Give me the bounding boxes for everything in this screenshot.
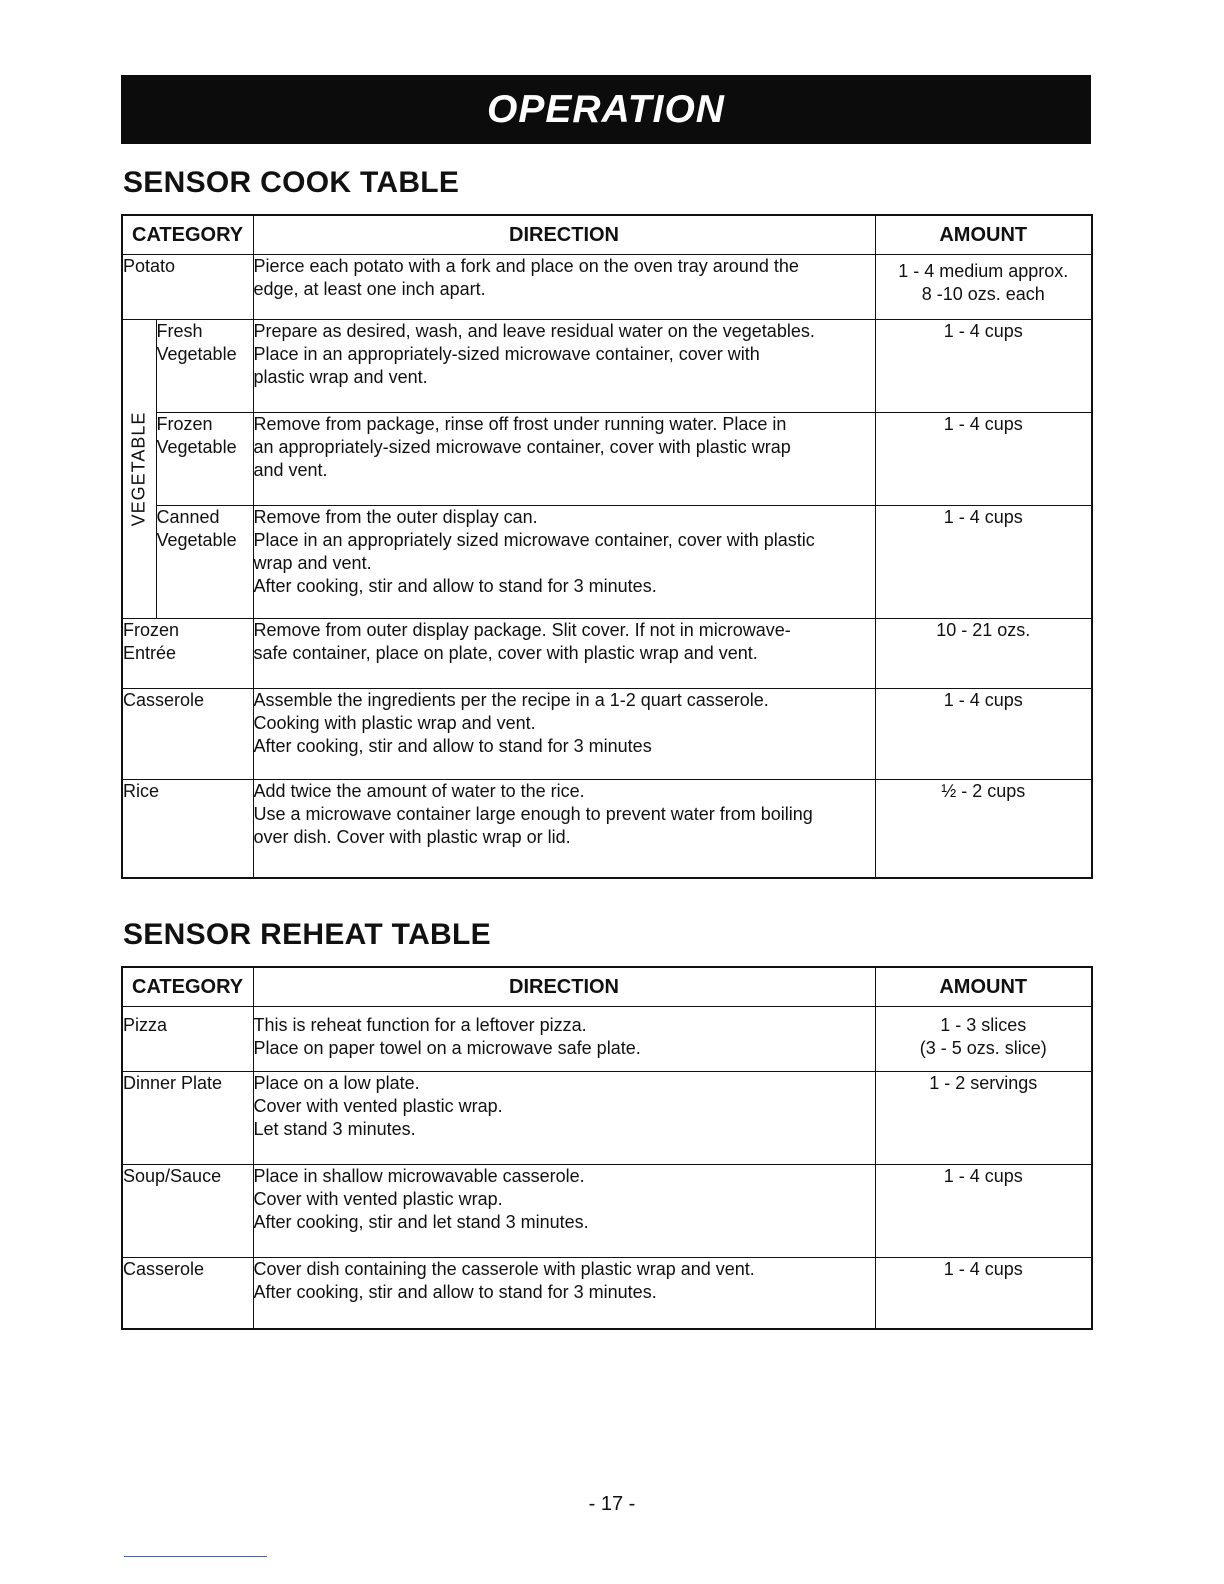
amount-cell: 1 - 4 medium approx. 8 -10 ozs. each — [875, 255, 1092, 320]
table-row — [122, 506, 1092, 619]
table-row — [122, 780, 1092, 878]
direction-cell: Assemble the ingredients per the recipe in a 1-2 quart casserole. Cooking with plastic wrap and vent. After cooking, stir and allow to stand for 3 minutes — [253, 689, 875, 780]
subcategory-cell: Canned Vegetable — [156, 506, 253, 619]
table-header-row — [122, 215, 1092, 255]
header-category: CATEGORY — [122, 967, 253, 1007]
amount-cell: 1 - 2 servings — [875, 1072, 1092, 1165]
amount-cell: ½ - 2 cups — [875, 780, 1092, 878]
direction-cell: Place on a low plate. Cover with vented plastic wrap. Let stand 3 minutes. — [253, 1072, 875, 1165]
header-amount: AMOUNT — [875, 967, 1092, 1007]
amount-cell: 1 - 4 cups — [875, 689, 1092, 780]
header-direction: DIRECTION — [253, 215, 875, 255]
direction-cell: Remove from outer display package. Slit cover. If not in microwave- safe container, place on plate, cover with plastic wrap and vent. — [253, 619, 875, 689]
amount-cell: 10 - 21 ozs. — [875, 619, 1092, 689]
category-cell: Casserole — [122, 1258, 253, 1329]
table-row — [122, 255, 1092, 320]
category-cell: Frozen Entrée — [122, 619, 253, 689]
table-row — [122, 1258, 1092, 1329]
sensor-reheat-heading: SENSOR REHEAT TABLE — [123, 918, 491, 951]
direction-cell: Cover dish containing the casserole with plastic wrap and vent. After cooking, stir and allow to stand for 3 minutes. — [253, 1258, 875, 1329]
direction-cell: Add twice the amount of water to the rice. Use a microwave container large enough to prevent water from boiling over dish. Cover with plastic wrap or lid. — [253, 780, 875, 878]
direction-cell: Prepare as desired, wash, and leave residual water on the vegetables. Place in an appropriately-sized microwave container, cover with plastic wrap and vent. — [253, 320, 875, 413]
table-header-row — [122, 967, 1092, 1007]
page-number: - 17 - — [588, 1493, 636, 1515]
direction-cell: Remove from package, rinse off frost under running water. Place in an appropriately-sized microwave container, cover with plastic wrap and vent. — [253, 413, 875, 506]
subcategory-cell: Fresh Vegetable — [156, 320, 253, 413]
table-row — [122, 619, 1092, 689]
sensor-reheat-table — [121, 966, 1093, 1330]
sensor-cook-table — [121, 214, 1093, 879]
category-cell: Rice — [122, 780, 253, 878]
table-row — [122, 1165, 1092, 1258]
table-row — [122, 413, 1092, 506]
amount-cell: 1 - 4 cups — [875, 1258, 1092, 1329]
footer-rule — [124, 1556, 267, 1557]
table-row — [122, 320, 1092, 413]
direction-cell: This is reheat function for a leftover pizza. Place on paper towel on a microwave safe plate. — [253, 1007, 875, 1072]
amount-cell: 1 - 4 cups — [875, 413, 1092, 506]
operation-banner — [121, 75, 1091, 144]
category-cell: Dinner Plate — [122, 1072, 253, 1165]
vegetable-group-label: VEGETABLE — [128, 411, 149, 527]
amount-cell: 1 - 4 cups — [875, 506, 1092, 619]
header-category: CATEGORY — [122, 215, 253, 255]
amount-cell: 1 - 3 slices (3 - 5 ozs. slice) — [875, 1007, 1092, 1072]
direction-cell: Place in shallow microwavable casserole. Cover with vented plastic wrap. After cooking, stir and let stand 3 minutes. — [253, 1165, 875, 1258]
sensor-cook-heading: SENSOR COOK TABLE — [123, 166, 460, 199]
table-row — [122, 1072, 1092, 1165]
vegetable-group-cell — [122, 320, 156, 619]
table-row — [122, 689, 1092, 780]
banner-title: OPERATION — [487, 87, 725, 131]
category-cell: Potato — [122, 255, 253, 320]
direction-cell: Pierce each potato with a fork and place on the oven tray around the edge, at least one inch apart. — [253, 255, 875, 320]
header-direction: DIRECTION — [253, 967, 875, 1007]
amount-cell: 1 - 4 cups — [875, 1165, 1092, 1258]
amount-cell: 1 - 4 cups — [875, 320, 1092, 413]
header-amount: AMOUNT — [875, 215, 1092, 255]
direction-cell: Remove from the outer display can. Place in an appropriately sized microwave container, cover with plastic wrap and vent. After cooking, stir and allow to stand for 3 minutes. — [253, 506, 875, 619]
category-cell: Pizza — [122, 1007, 253, 1072]
subcategory-cell: Frozen Vegetable — [156, 413, 253, 506]
category-cell: Casserole — [122, 689, 253, 780]
table-row — [122, 1007, 1092, 1072]
category-cell: Soup/Sauce — [122, 1165, 253, 1258]
